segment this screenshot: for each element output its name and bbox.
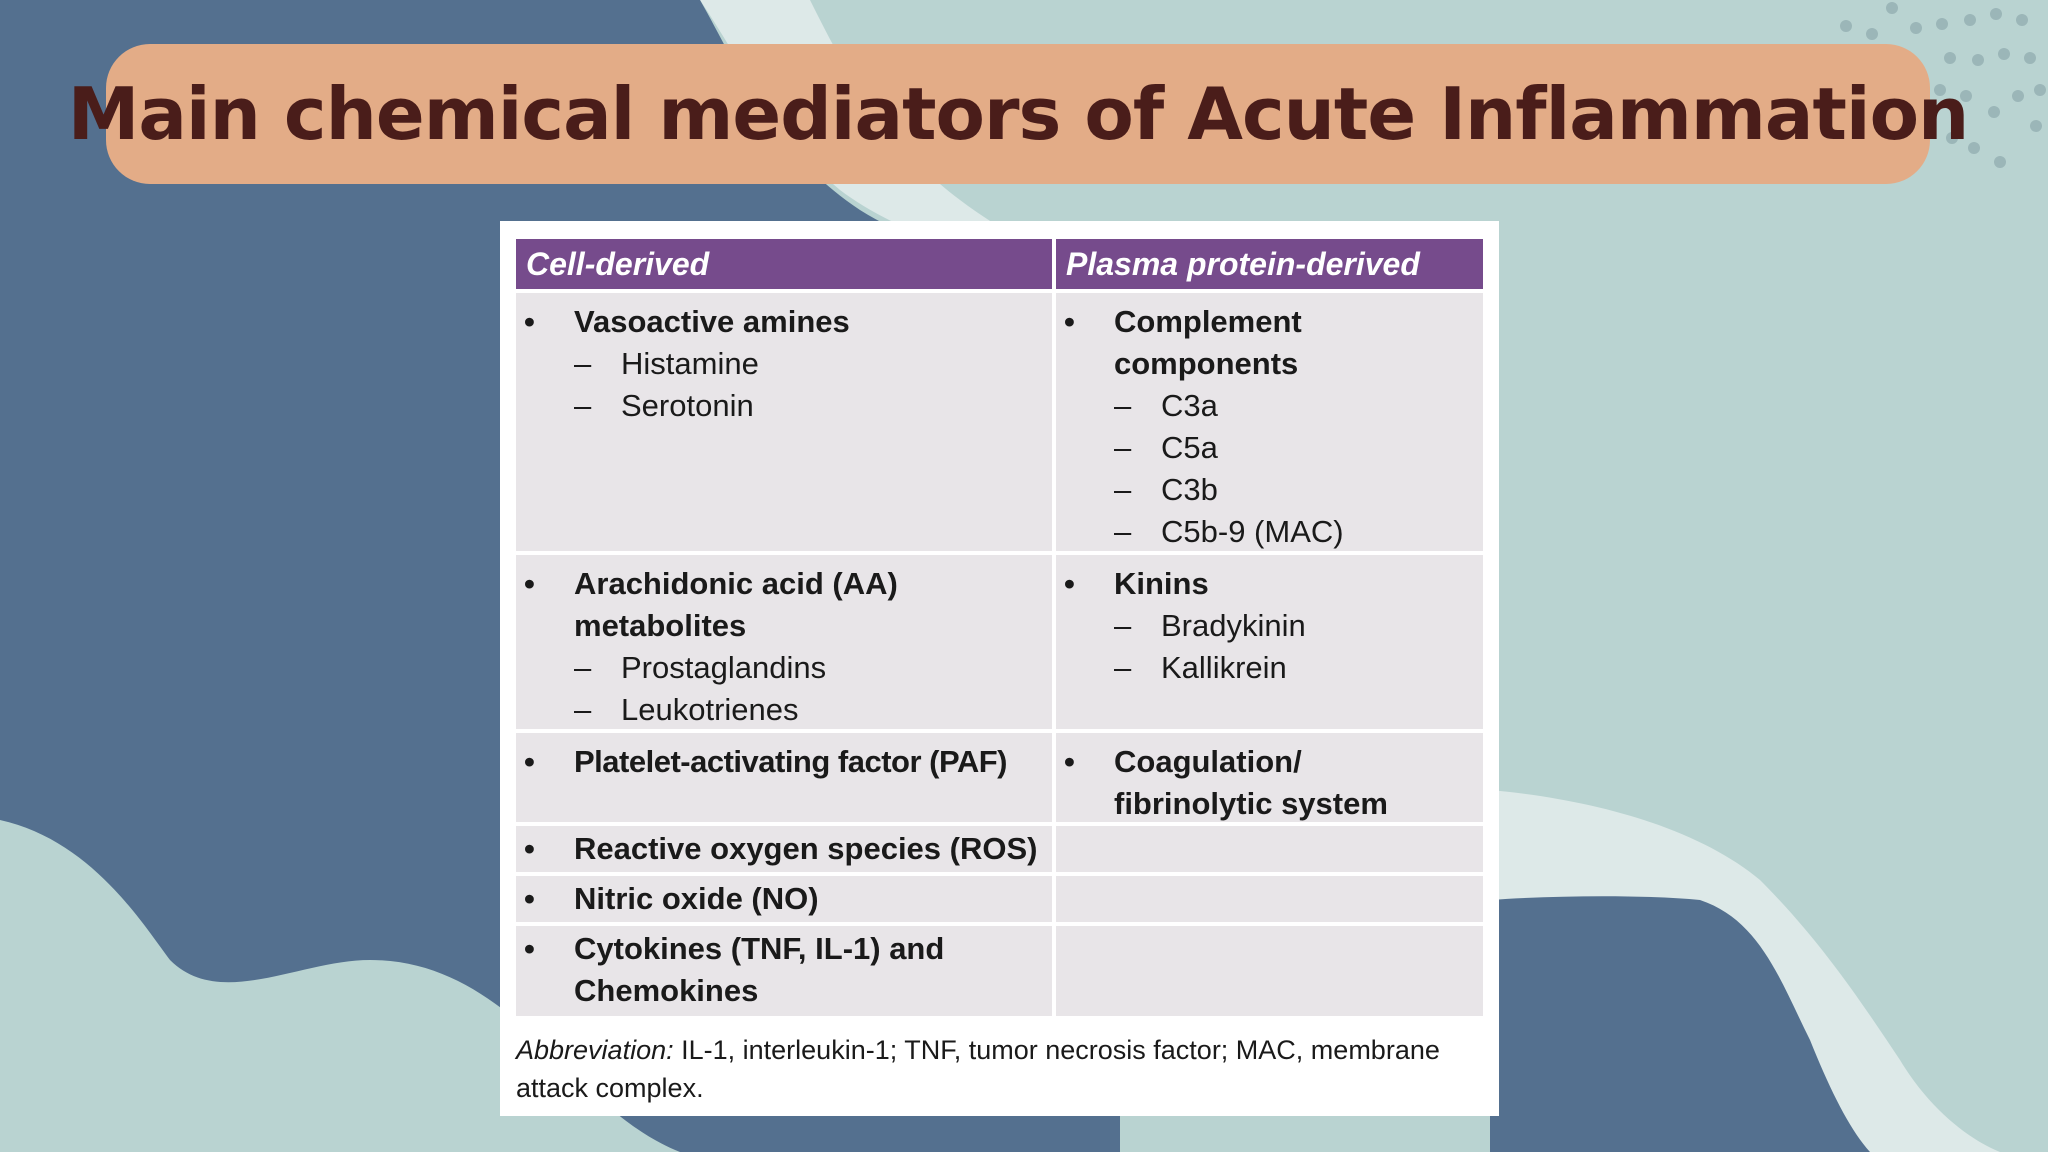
table-cell [516,293,1052,551]
bullet-item [524,741,1052,783]
dash-marker: – [1114,514,1132,549]
sub-item [1064,647,1483,689]
table-cell [1056,733,1483,822]
table-row [516,826,1483,872]
table-cell-empty [1056,876,1483,922]
dash-marker: – [574,346,592,381]
bullet-marker: • [524,931,535,966]
sub-text: C5a [1161,430,1218,465]
sub-item [1064,605,1483,647]
bullet-item [524,878,1052,920]
bullet-marker: • [524,831,535,866]
bullet-item [524,563,1052,647]
header-plasma-derived: Plasma protein-derived [1056,239,1483,289]
table-cell [1056,293,1483,551]
sub-item [524,385,1052,427]
sub-item [524,343,1052,385]
bullet-marker: • [524,566,535,601]
bullet-text: Platelet-activating factor (PAF) [574,744,1008,779]
dash-marker: – [1114,430,1132,465]
table-row [516,876,1483,922]
table-cell [516,926,1052,1016]
sub-item [1064,427,1483,469]
dash-marker: – [1114,472,1132,507]
table-cell [516,876,1052,922]
bullet-item [1064,301,1483,385]
abbreviation-footnote [516,1031,1491,1107]
bullet-item [1064,741,1483,825]
table-cell [1056,555,1483,729]
slide-title: Main chemical mediators of Acute Inflammation [67,72,1969,156]
sub-item [1064,385,1483,427]
bullet-text: Reactive oxygen species (ROS) [574,831,1038,866]
table-row [516,293,1483,551]
sub-text: C5b-9 (MAC) [1161,514,1344,549]
sub-item [1064,511,1483,553]
table-row [516,733,1483,822]
dash-marker: – [574,692,592,727]
bullet-item [524,301,1052,343]
table-cell [516,826,1052,872]
table-card [500,221,1499,1116]
table-cell-empty [1056,826,1483,872]
table-row [516,555,1483,729]
sub-text: Prostaglandins [621,650,827,685]
title-banner [67,44,1969,184]
bullet-text: Coagulation/ fibrinolytic system [1114,744,1388,821]
bullet-item [1064,563,1483,605]
bullet-text: Cytokines (TNF, IL-1) and Chemokines [574,931,945,1008]
header-cell-derived: Cell-derived [516,239,1052,289]
sub-text: Histamine [621,346,759,381]
bullet-item [524,828,1052,870]
mediators-table [516,239,1483,1016]
dash-marker: – [574,650,592,685]
sub-text: Bradykinin [1161,608,1306,643]
sub-item [524,689,1052,731]
table-cell [516,555,1052,729]
bullet-item [524,928,1052,1012]
dash-marker: – [574,388,592,423]
table-cell [516,733,1052,822]
bullet-marker: • [524,304,535,339]
sub-text: Leukotrienes [621,692,799,727]
table-cell-empty [1056,926,1483,1016]
footnote-label: Abbreviation: [516,1035,674,1065]
table-header-row [516,239,1483,289]
sub-text: Serotonin [621,388,754,423]
bullet-marker: • [524,881,535,916]
table-row [516,926,1483,1016]
bullet-marker: • [1064,744,1075,779]
bullet-marker: • [1064,304,1075,339]
footnote-text: IL-1, interleukin-1; TNF, tumor necrosis factor; MAC, membrane attack complex. [516,1035,1440,1103]
dash-marker: – [1114,388,1132,423]
dash-marker: – [1114,608,1132,643]
sub-text: Kallikrein [1161,650,1287,685]
dash-marker: – [1114,650,1132,685]
bullet-text: Complement components [1114,304,1302,381]
bullet-text: Vasoactive amines [574,304,850,339]
sub-text: C3a [1161,388,1218,423]
bullet-text: Kinins [1114,566,1209,601]
bullet-text: Arachidonic acid (AA) metabolites [574,566,898,643]
sub-item [1064,469,1483,511]
bullet-marker: • [1064,566,1075,601]
sub-text: C3b [1161,472,1218,507]
sub-item [524,647,1052,689]
bullet-text: Nitric oxide (NO) [574,881,819,916]
bullet-marker: • [524,744,535,779]
